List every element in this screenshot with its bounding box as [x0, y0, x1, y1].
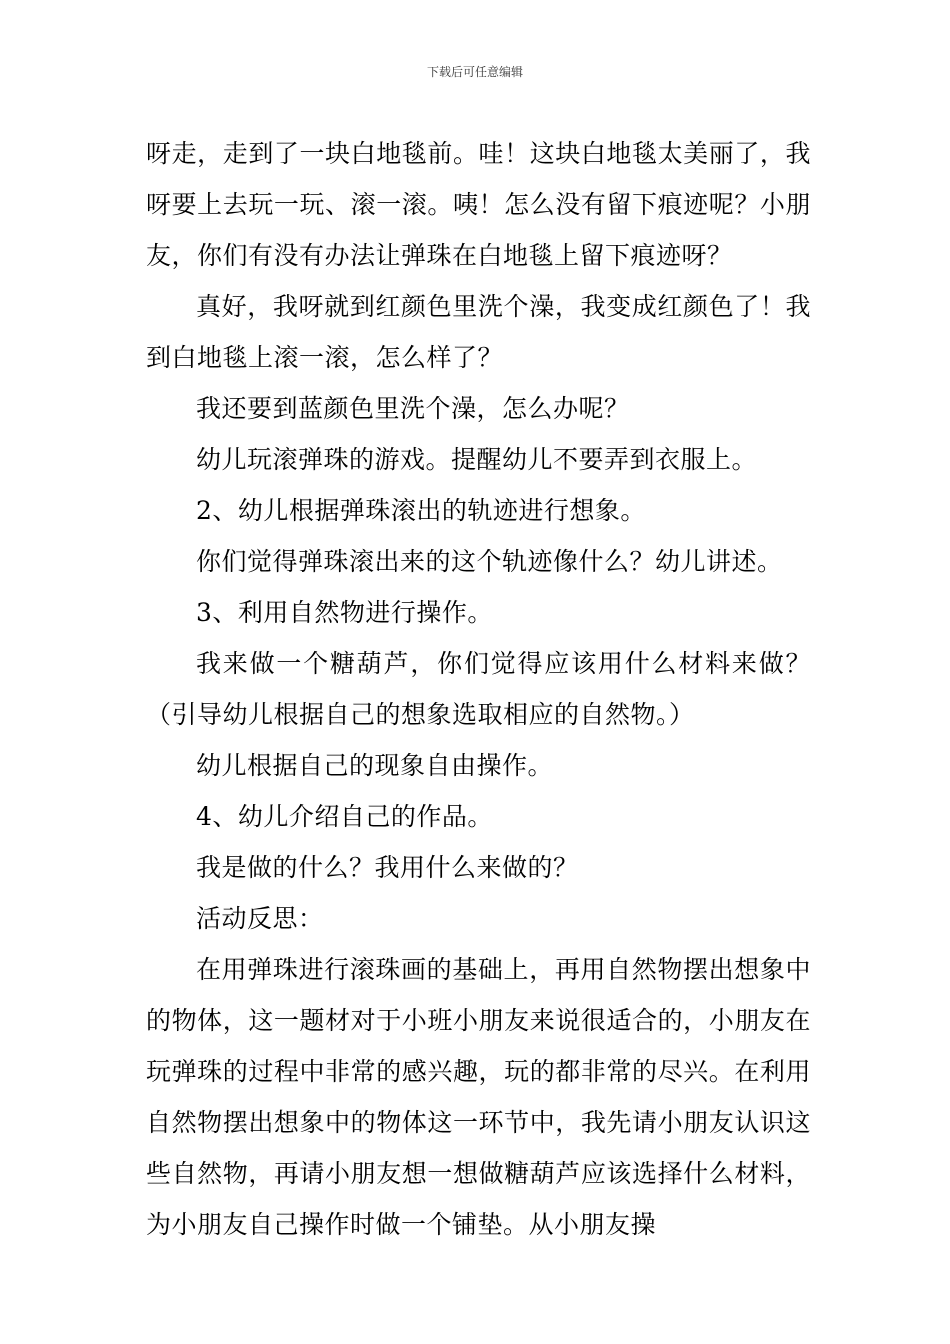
section-heading: 活动反思：: [196, 904, 324, 933]
step-heading: 3、利用自然物进行操作。: [196, 598, 493, 627]
paragraph: 幼儿根据自己的现象自由操作。: [196, 751, 554, 780]
paragraph: 在用弹珠进行滚珠画的基础上，再用自然物摆出想象中的物体，这一题材对于小班小朋友来说很适合的，小朋友在玩弹珠的过程中非常的感兴趣，玩的都非常的尽兴。在利用自然物摆出想象中的物体这一环节中，我先请小朋友认识这些自然物，再请小朋友想一想做糖葫芦应该选择什么材料，为小朋友自己操作时做一个铺垫。从小朋友操: [146, 955, 811, 1239]
document-body: [146, 128, 811, 1250]
paragraph: 幼儿玩滚弹珠的游戏。提醒幼儿不要弄到衣服上。: [196, 445, 758, 474]
paragraph: 真好，我呀就到红颜色里洗个澡，我变成红颜色了！我到白地毯上滚一滚，怎么样了？: [146, 292, 811, 372]
paragraph: 你们觉得弹珠滚出来的这个轨迹像什么？幼儿讲述。: [196, 547, 783, 576]
paragraph: 我是做的什么？我用什么来做的？: [196, 853, 579, 882]
step-heading: 2、幼儿根据弹珠滚出的轨迹进行想象。: [196, 496, 646, 525]
page-header: 下载后可任意编辑: [426, 65, 523, 79]
paragraph: 我还要到蓝颜色里洗个澡，怎么办呢？: [196, 394, 630, 423]
paragraph: 呀走，走到了一块白地毯前。哇！这块白地毯太美丽了，我呀要上去玩一玩、滚一滚。咦！怎么没有留下痕迹呢？小朋友，你们有没有办法让弹珠在白地毯上留下痕迹呀？: [146, 139, 811, 270]
step-heading: 4、幼儿介绍自己的作品。: [196, 802, 493, 831]
paragraph: 我来做一个糖葫芦，你们觉得应该用什么材料来做？（引导幼儿根据自己的想象选取相应的自然物。）: [146, 649, 811, 729]
